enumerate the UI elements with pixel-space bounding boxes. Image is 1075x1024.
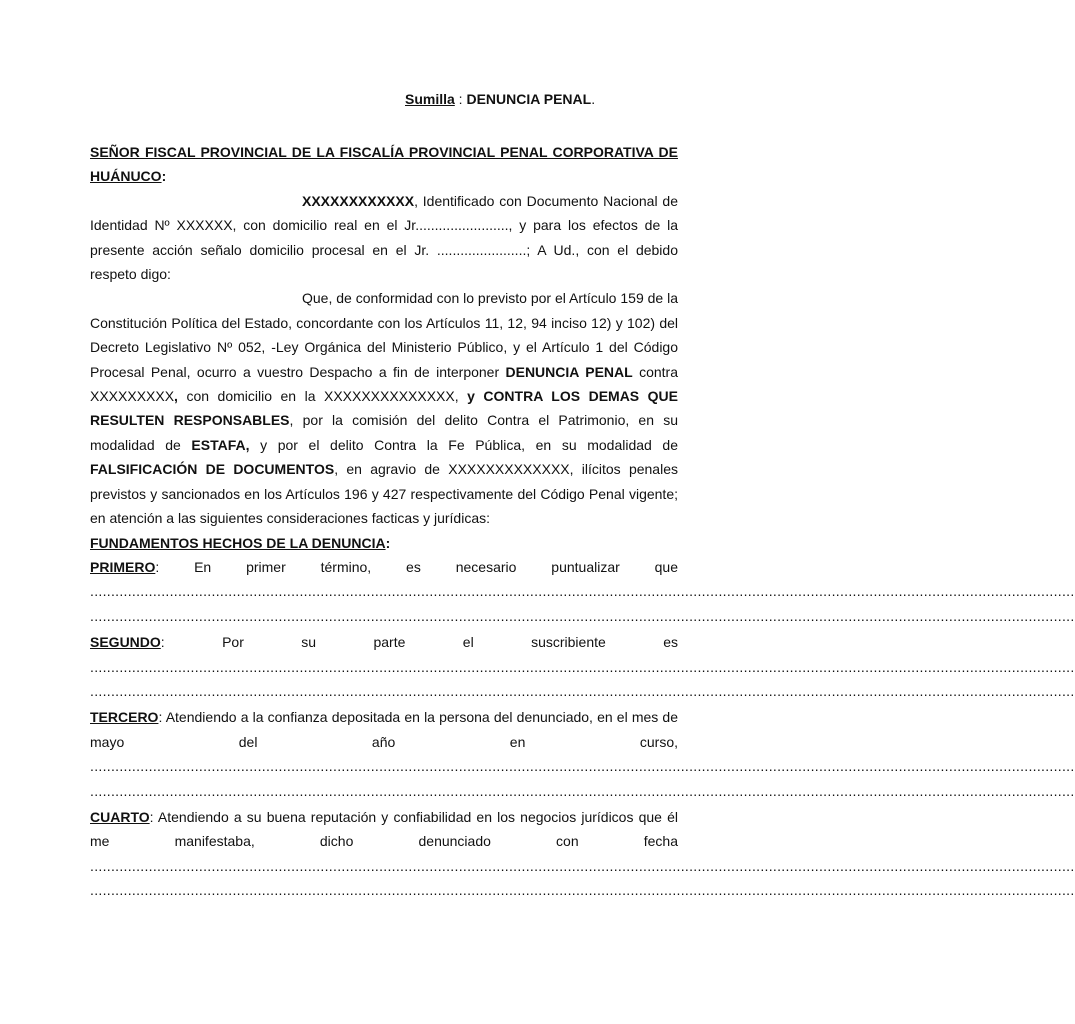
tercero-text: : Atendiendo a la confianza depositada en la persona del denunciado, en el mes de mayo del año en curso, xyxy=(90,709,678,750)
body-text-3: con domicilio en la XXXXXXXXXXXXXX, xyxy=(177,388,468,405)
main-paragraph xyxy=(90,286,678,530)
primero-label: PRIMERO xyxy=(90,558,156,575)
body-bold-3: y CONTRA LOS DEMAS QUE RESULTEN RESPONSABLES xyxy=(90,388,678,429)
cuarto-label: CUARTO xyxy=(90,808,150,825)
primero-dotline-1: ........................................................................................................................................................................................................................................... xyxy=(90,583,1075,600)
primero-dotline-2: ........................................................................................................................................................................................................................................... xyxy=(90,607,1075,624)
tercero-paragraph xyxy=(90,705,678,754)
body-text-1: Que, de conformidad con lo previsto por el Artículo 159 de la Constitución Política del Estado, concordante con los Artículos 11, 12, 94 inciso 12) y 102) del Decreto Legislativo Nº 052, -Ley Orgánica del Ministerio Público, y el Artículo 1 del Código Procesal Penal, ocurro a vuestro Despacho a fin de interponer xyxy=(90,290,678,380)
body-bold-4: ESTAFA, xyxy=(191,436,250,453)
body-bold-2: , xyxy=(174,388,178,405)
sumilla-end: . xyxy=(591,91,596,107)
segundo-dotline-1: ........................................................................................................................................................................................................................................... xyxy=(90,658,1075,675)
sumilla-line xyxy=(405,91,595,107)
body-text-4: , por la comisión del delito Contra el Patrimonio, en su modalidad de xyxy=(90,412,678,453)
sumilla-sep: : xyxy=(454,91,467,107)
body-bold-5: FALSIFICACIÓN DE DOCUMENTOS xyxy=(90,461,335,478)
body-text-6: , en agravio de XXXXXXXXXXXXX, ilícitos penales previstos y sancionados en los Artículos 196 y 427 respectivamente del Código Penal vigente; en atención a las siguientes consideraciones facticas y jurídicas: xyxy=(90,461,678,527)
cuarto-dotline-2: ........................................................................................................................................................................................................................................... xyxy=(90,882,1075,899)
primero-paragraph xyxy=(90,555,678,579)
intro-text: , Identificado con Documento Nacional de Identidad Nº XXXXXX, con domicilio real en el Jr........................, y para los efectos de la presente acción señalo domicilio procesal en el Jr. .......................; A Ud., con el debido respeto digo: xyxy=(90,192,678,283)
intro-paragraph xyxy=(90,189,678,287)
tercero-dotline-1: ........................................................................................................................................................................................................................................... xyxy=(90,758,1075,775)
primero-text: : En primer término, es necesario puntualizar que xyxy=(155,558,678,575)
cuarto-text: : Atendiendo a su buena reputación y confiabilidad en los negocios jurídicos que él me manifestaba, dicho denunciado con fecha xyxy=(90,808,678,850)
body-bold-1: DENUNCIA PENAL xyxy=(505,363,633,380)
segundo-label: SEGUNDO xyxy=(90,634,161,651)
body-text-5: y por el delito Contra la Fe Pública, en su modalidad de xyxy=(249,436,679,453)
addressee-colon: : xyxy=(161,168,167,185)
document-body xyxy=(90,140,1075,903)
segundo-text: : Por su parte el suscribiente es xyxy=(160,634,678,651)
fundamentos-title: FUNDAMENTOS HECHOS DE LA DENUNCIA xyxy=(90,534,386,551)
tercero-dotline-2: ........................................................................................................................................................................................................................................... xyxy=(90,782,1075,799)
addressee-heading xyxy=(90,140,678,189)
cuarto-paragraph xyxy=(90,805,678,854)
segundo-dotline-2: ........................................................................................................................................................................................................................................... xyxy=(90,682,1075,699)
sumilla-label: Sumilla xyxy=(405,91,455,107)
fundamentos-heading xyxy=(90,531,678,555)
fundamentos-colon: : xyxy=(385,534,391,551)
sumilla-value: DENUNCIA PENAL xyxy=(466,91,592,107)
addressee-text: SEÑOR FISCAL PROVINCIAL DE LA FISCALÍA PROVINCIAL PENAL CORPORATIVA DE HUÁNUCO xyxy=(90,144,678,185)
denunciante-name: XXXXXXXXXXXX xyxy=(302,192,415,209)
cuarto-dotline-1: ........................................................................................................................................................................................................................................... xyxy=(90,857,1075,874)
segundo-paragraph xyxy=(90,630,678,654)
body-text-2: contra XXXXXXXXX xyxy=(90,363,678,405)
tercero-label: TERCERO xyxy=(90,709,159,726)
